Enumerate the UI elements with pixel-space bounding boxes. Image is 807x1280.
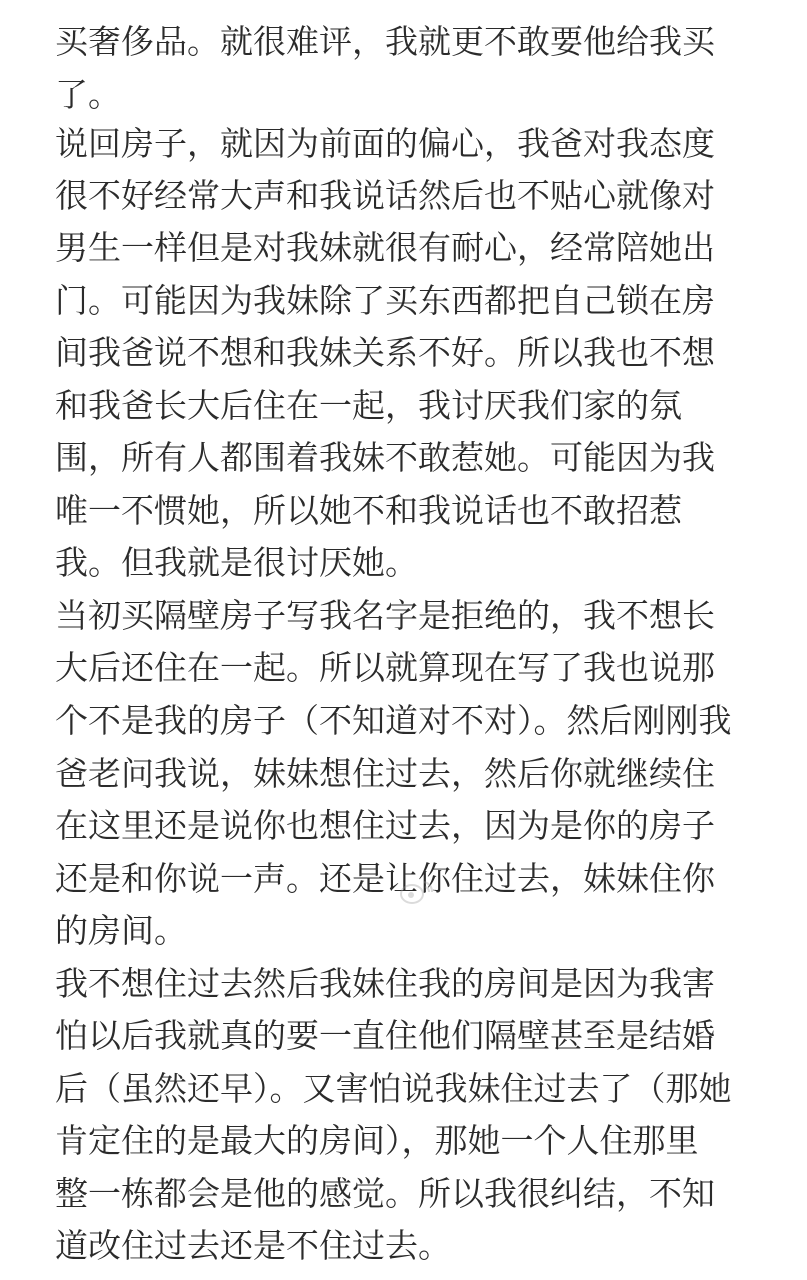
text-line: 我不想住过去然后我妹住我的房间是因为我害 [55,964,715,1003]
text-line: 围，所有人都围着我妹不敢惹她。可能因为我 [55,438,715,477]
text-line: 整一栋都会是他的感觉。所以我很纠结，不知 [55,1174,715,1213]
text-line: 唯一不惯她，所以她不和我说话也不敢招惹 [55,491,682,530]
text-line: 怕以后我就真的要一直住他们隔壁甚至是结婚 [55,1016,715,1055]
text-line: 间我爸说不想和我妹关系不好。所以我也不想 [55,333,715,372]
text-line: 大后还住在一起。所以就算现在写了我也说那 [55,648,715,687]
text-line: 说回房子，就因为前面的偏心，我爸对我态度 [55,124,715,163]
text-line: 肯定住的是最大的房间），那她一个人住那里 [55,1121,699,1160]
text-line: 在这里还是说你也想住过去，因为是你的房子 [55,806,715,845]
text-line: 爸老问我说，妹妹想住过去，然后你就继续住 [55,754,715,793]
text-line: 道改住过去还是不住过去。 [55,1226,451,1265]
text-line: 我。但我就是很讨厌她。 [55,543,418,582]
text-line: 门。可能因为我妹除了买东西都把自己锁在房 [55,281,715,320]
text-line: 和我爸长大后住在一起，我讨厌我们家的氛 [55,386,682,425]
text-line: 买奢侈品。就很难评，我就更不敢要他给我买 [55,22,715,61]
watermark-icon [398,876,438,910]
text-line: 后（虽然还早）。又害怕说我妹住过去了（那她 [55,1069,732,1108]
text-line: 个不是我的房子（不知道对不对）。然后刚刚我 [55,701,732,740]
text-line: 了。 [55,75,121,114]
text-line: 当初买隔壁房子写我名字是拒绝的，我不想长 [55,596,715,635]
text-line: 男生一样但是对我妹就很有耐心，经常陪她出 [55,228,715,267]
text-line: 很不好经常大声和我说话然后也不贴心就像对 [55,176,715,215]
text-line: 还是和你说一声。还是让你住过去，妹妹住你 [55,859,715,898]
text-line: 的房间。 [55,911,187,950]
